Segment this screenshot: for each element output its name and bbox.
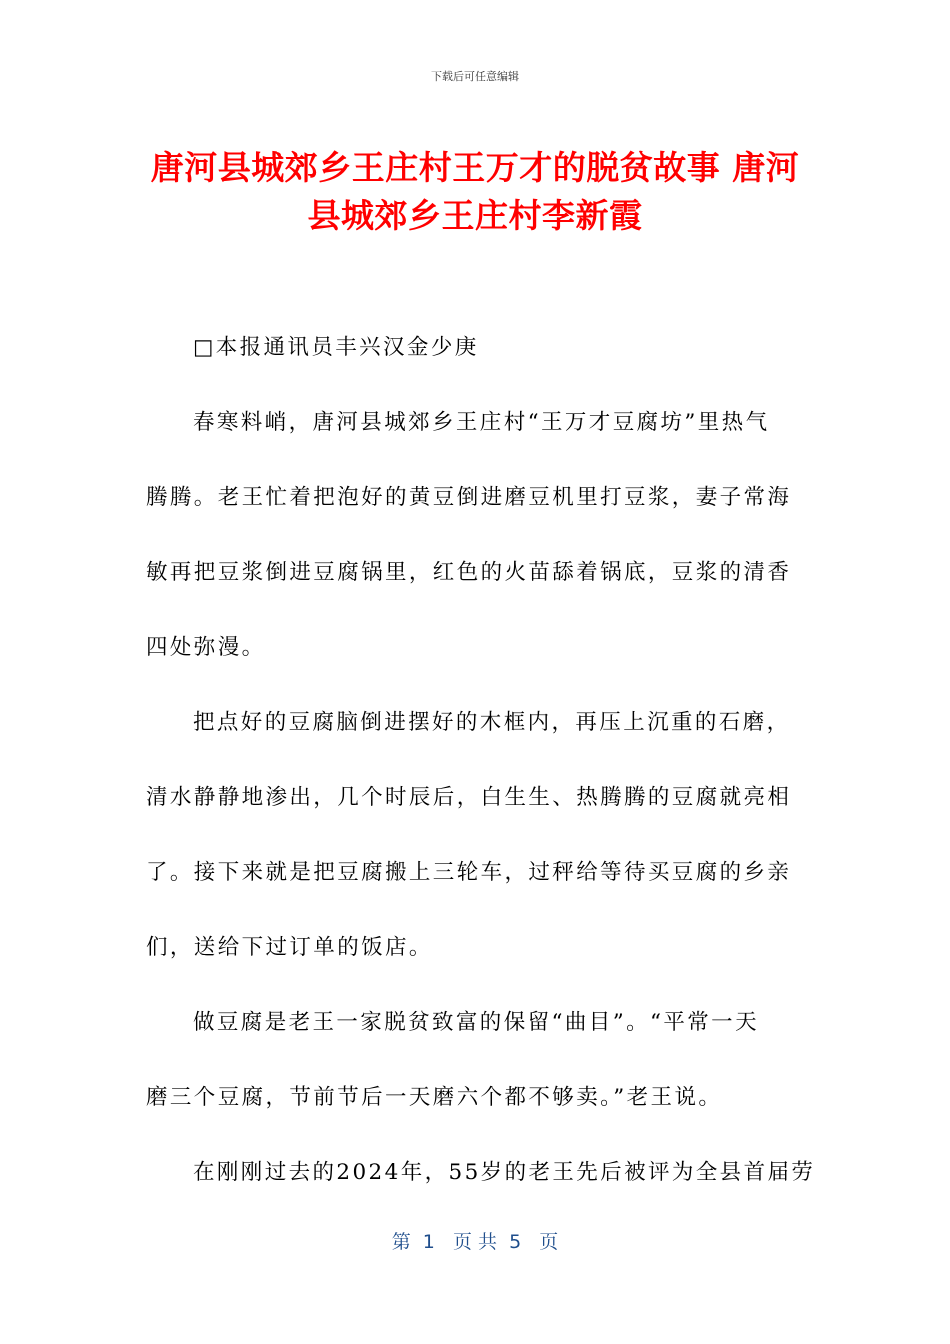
- paragraph-line: 在刚刚过去的2024年，55岁的老王先后被评为全县首届劳: [193, 1160, 816, 1185]
- paragraph-line: 清水静静地渗出，几个时辰后，白生生、热腾腾的豆腐就亮相: [146, 785, 792, 810]
- header-note: 下载后可任意编辑: [431, 70, 519, 83]
- byline: □本报通讯员丰兴汉金少庚: [193, 335, 479, 360]
- paragraph-line: 敏再把豆浆倒进豆腐锅里，红色的火苗舔着锅底，豆浆的清香: [146, 560, 792, 585]
- paragraph-line: 做豆腐是老王一家脱贫致富的保留“曲目”。“平常一天: [193, 1010, 759, 1035]
- paragraph-line: 把点好的豆腐脑倒进摆好的木框内，再压上沉重的石磨，: [193, 710, 791, 735]
- paragraph-line: 腾腾。老王忙着把泡好的黄豆倒进磨豆机里打豆浆，妻子常海: [146, 485, 792, 510]
- page-number-footer: 第 1 页 共 5 页: [391, 1231, 559, 1253]
- document-title: 唐河县城郊乡王庄村王万才的脱贫故事 唐河县城郊乡王庄村李新霞: [150, 148, 800, 235]
- paragraph-line: 四处弥漫。: [146, 635, 266, 660]
- paragraph-line: 们，送给下过订单的饭店。: [146, 935, 433, 960]
- paragraph-line: 了。接下来就是把豆腐搬上三轮车，过秤给等待买豆腐的乡亲: [146, 860, 792, 885]
- paragraph-line: 磨三个豆腐，节前节后一天磨六个都不够卖。”老王说。: [146, 1085, 723, 1110]
- paragraph-line: 春寒料峭，唐河县城郊乡王庄村“王万才豆腐坊”里热气: [193, 410, 770, 435]
